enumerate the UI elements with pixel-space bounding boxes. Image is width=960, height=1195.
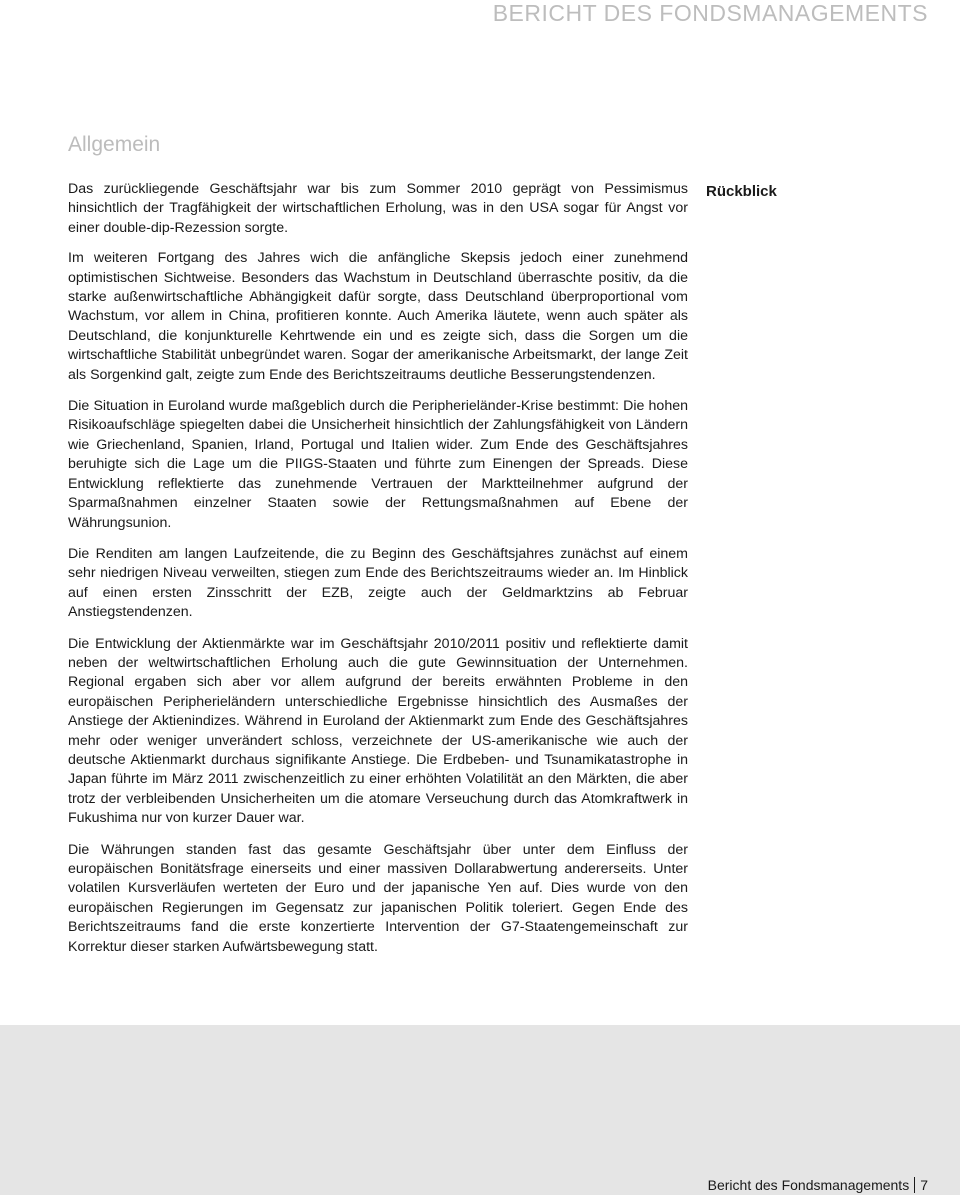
paragraph-equities: Die Entwicklung der Aktienmärkte war im Geschäftsjahr 2010/2011 positiv und reflektierte damit neben der weltwirtschaftlichen Erholung auch die gute Gewinnsituation der Unternehmen. Regional ergaben sich aber vor allem aufgrund der bereits erwähnten Probleme in den europäischen Peripherieländern unterschiedliche Ergebnisse hinsichtlich des Ausmaßes der Anstiege der Aktienindizes. Während in Euroland der Aktienmarkt zum Ende des Geschäftsjahres mehr oder weniger unverändert schloss, verzeichnete der US-amerikanische wie auch der deutsche Aktienmarkt durchaus signifikante Anstiege. Die Erdbeben- und Tsunamikatastrophe in Japan führte im März 2011 zwischenzeitlich zu einer erhöhten Volatilität an den Märkten, die aber trotz der verbleibenden Unsicherheiten um die atomare Verseuchung durch das Atomkraftwerk in Fukushima nur von kurzer Dauer war. (68, 635, 688, 827)
page-number: 7 (920, 1177, 928, 1193)
body-text (68, 180, 688, 969)
paragraph-yields: Die Renditen am langen Laufzeitende, die zu Beginn des Geschäftsjahres zunächst auf einem sehr niedrigen Niveau verweilten, stiegen zum Ende des Berichtszeitraums wieder an. Im Hinblick auf einen ersten Zinsschritt der EZB, zeigte auch der Geldmarktzins ab Februar Anstiegstendenzen. (68, 545, 688, 621)
paragraph-intro: Das zurückliegende Geschäftsjahr war bis zum Sommer 2010 geprägt von Pessimismus hinsichtlich der Tragfähigkeit der wirtschaftlichen Erholung, was in den USA sogar für Angst vor einer double-dip-Rezession sorgte. (68, 181, 688, 236)
paragraph-euroland: Die Situation in Euroland wurde maßgeblich durch die Peripherieländer-Krise bestimmt: Die hohen Risikoaufschläge spiegelten dabei die Unsicherheit hinsichtlich der Zahlungsfähigkeit von Ländern wie Griechenland, Spanien, Irland, Portugal und Italien wider. Zum Ende des Geschäftsjahres beruhigte sich die Lage um die PIIGS-Staaten und führte zum Einengen der Spreads. Diese Entwicklung reflektierte das zunehmende Vertrauen der Marktteilnehmer aufgrund der Sparmaßnahmen einzelner Staaten sowie der Rettungsmaßnahmen auf Ebene der Währungsunion. (68, 398, 688, 531)
margin-label-rueckblick: Rückblick (706, 183, 777, 200)
section-heading: Allgemein (68, 133, 161, 156)
footer-title: Bericht des Fondsmanagements (707, 1177, 910, 1193)
paragraph-outlook: Im weiteren Fortgang des Jahres wich die anfängliche Skepsis jedoch einer zunehmend optimistischen Sichtweise. Besonders das Wachstum in Deutschland überraschte positiv, da die starke außenwirtschaftliche Abhängigkeit dafür sorgte, dass Deutschland überproportional vom Wachstum, vor allem in China, profitieren konnte. Auch Amerika läutete, wenn auch später als Deutschland, die konjunkturelle Kehrtwende ein und es zeigte sich, dass die Sorgen um die wirtschaftliche Stabilität unbegründet waren. Sogar der amerikanische Arbeitsmarkt, der lange Zeit als Sorgenkind galt, zeigte zum Ende des Berichtszeitraums deutliche Besserungstendenzen. (68, 250, 688, 383)
running-header: BERICHT DES FONDSMANAGEMENTS (492, 0, 928, 26)
footer-separator (914, 1177, 915, 1193)
footer-band (0, 1025, 960, 1195)
page-footer (708, 1176, 928, 1194)
paragraph-currencies: Die Währungen standen fast das gesamte Geschäftsjahr über unter dem Einfluss der europäischen Bonitätsfrage einerseits und einer massiven Dollarabwertung andererseits. Unter volatilen Kursverläufen werteten der Euro und der japanische Yen auf. Dies wurde von den europäischen Regierungen im Gegensatz zur japanischen Politik toleriert. Gegen Ende des Berichtszeitraums fand die erste konzertierte Intervention der G7-Staatengemeinschaft zur Korrektur dieser starken Aufwärtsbewegung statt. (68, 841, 688, 955)
